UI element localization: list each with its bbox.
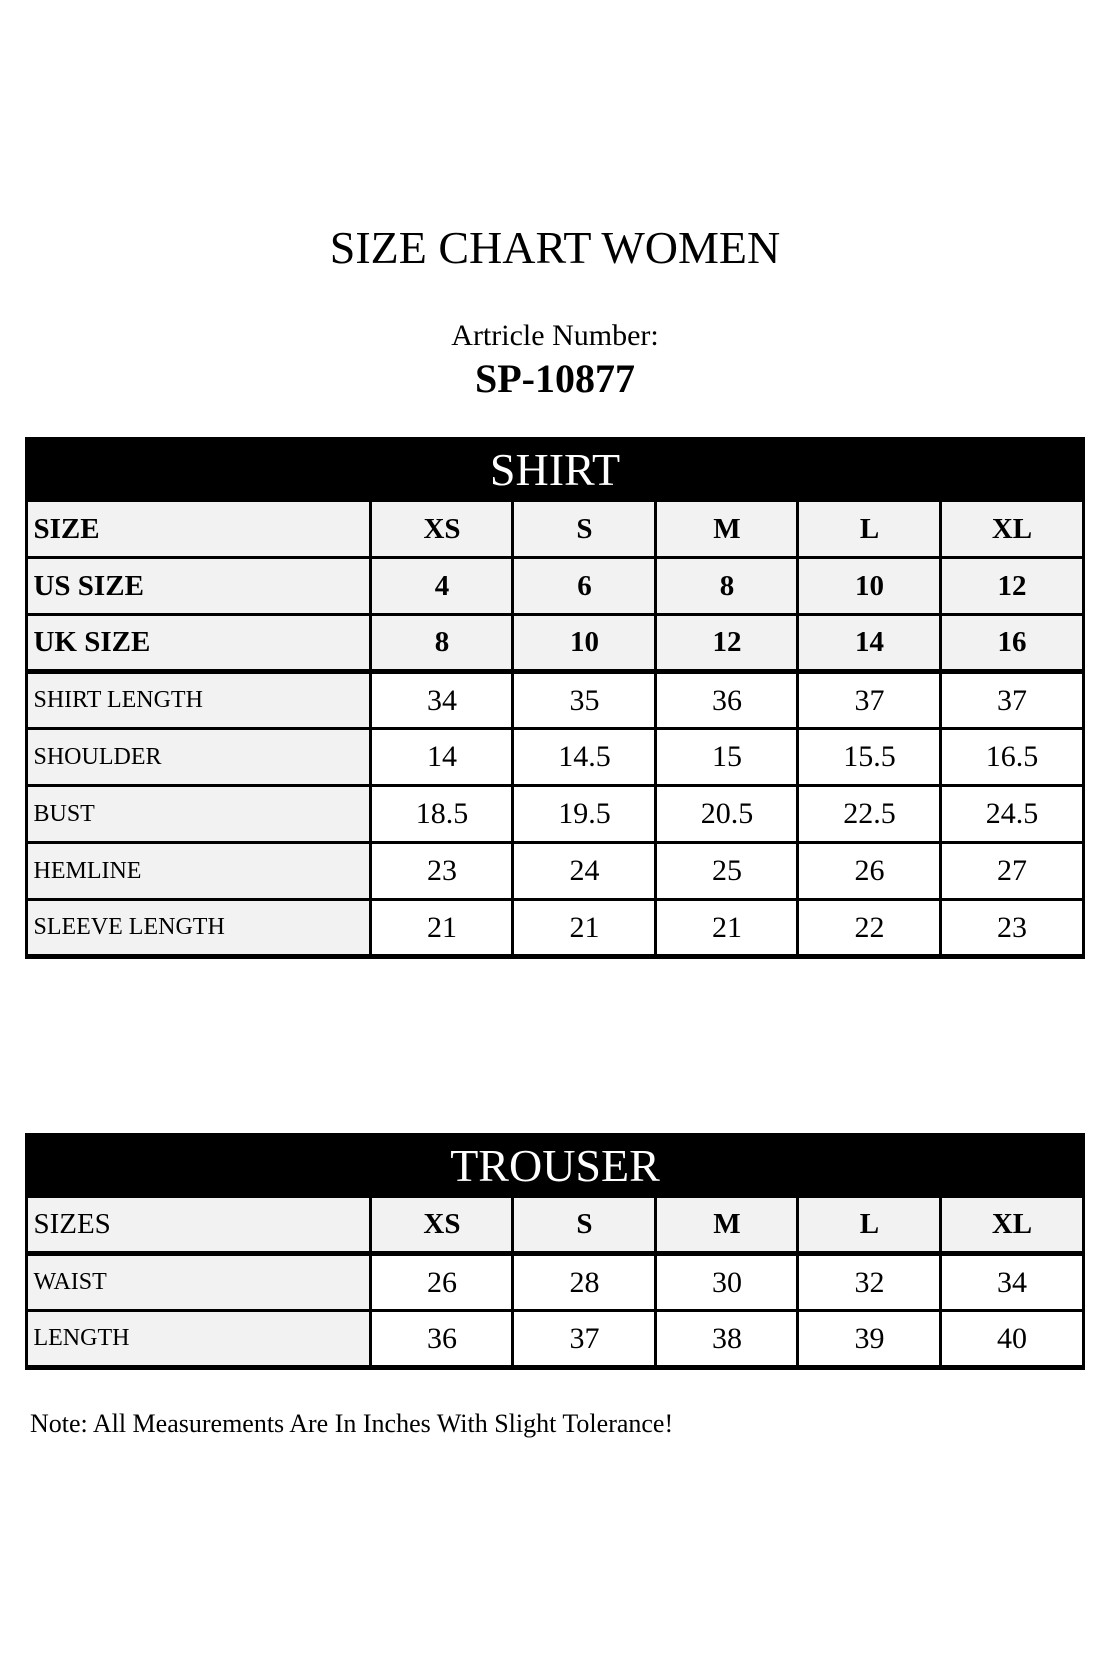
row-label: WAIST xyxy=(27,1254,371,1311)
measure-cell: 26 xyxy=(798,843,941,900)
size-cell: XL xyxy=(941,1197,1083,1254)
measure-cell: 21 xyxy=(371,900,513,957)
size-cell: 12 xyxy=(656,615,798,672)
row-label: SHIRT LENGTH xyxy=(27,672,371,729)
row-label: US SIZE xyxy=(27,558,371,615)
table-row-hemline xyxy=(27,843,1083,900)
size-cell: L xyxy=(798,501,941,558)
size-cell: 14 xyxy=(798,615,941,672)
table-row-waist xyxy=(27,1254,1083,1311)
size-cell: L xyxy=(798,1197,941,1254)
measure-cell: 28 xyxy=(513,1254,656,1311)
measure-cell: 22 xyxy=(798,900,941,957)
table-row-uk-size xyxy=(27,615,1083,672)
size-cell: S xyxy=(513,501,656,558)
shirt-table-title: SHIRT xyxy=(27,439,1083,501)
row-label: SIZES xyxy=(27,1197,371,1254)
measure-cell: 27 xyxy=(941,843,1083,900)
table-row-shoulder xyxy=(27,729,1083,786)
measure-cell: 16.5 xyxy=(941,729,1083,786)
article-number-value: SP-10877 xyxy=(475,356,635,401)
size-cell: M xyxy=(656,501,798,558)
measure-cell: 34 xyxy=(371,672,513,729)
table-row-sleeve-length xyxy=(27,900,1083,957)
measure-cell: 30 xyxy=(656,1254,798,1311)
measure-cell: 36 xyxy=(371,1311,513,1368)
trouser-table-title: TROUSER xyxy=(27,1135,1083,1197)
measure-cell: 15 xyxy=(656,729,798,786)
row-label: SIZE xyxy=(27,501,371,558)
measure-cell: 36 xyxy=(656,672,798,729)
measure-cell: 26 xyxy=(371,1254,513,1311)
measure-cell: 23 xyxy=(371,843,513,900)
size-cell: XS xyxy=(371,501,513,558)
shirt-size-table xyxy=(25,437,1084,959)
size-cell: M xyxy=(656,1197,798,1254)
measure-cell: 24.5 xyxy=(941,786,1083,843)
measure-cell: 25 xyxy=(656,843,798,900)
measure-cell: 37 xyxy=(798,672,941,729)
measure-cell: 23 xyxy=(941,900,1083,957)
measure-cell: 20.5 xyxy=(656,786,798,843)
size-cell: 12 xyxy=(941,558,1083,615)
measure-cell: 15.5 xyxy=(798,729,941,786)
measure-cell: 21 xyxy=(656,900,798,957)
size-cell: 16 xyxy=(941,615,1083,672)
row-label: BUST xyxy=(27,786,371,843)
article-number-label: Artricle Number: xyxy=(451,319,659,352)
measure-cell: 21 xyxy=(513,900,656,957)
measure-cell: 32 xyxy=(798,1254,941,1311)
size-cell: 10 xyxy=(798,558,941,615)
table-row-bust xyxy=(27,786,1083,843)
table-row-sizes xyxy=(27,1197,1083,1254)
table-row-size xyxy=(27,501,1083,558)
measure-cell: 34 xyxy=(941,1254,1083,1311)
size-cell: 4 xyxy=(371,558,513,615)
measure-cell: 37 xyxy=(941,672,1083,729)
size-cell: 6 xyxy=(513,558,656,615)
measure-cell: 22.5 xyxy=(798,786,941,843)
row-label: LENGTH xyxy=(27,1311,371,1368)
table-row-length xyxy=(27,1311,1083,1368)
measure-cell: 35 xyxy=(513,672,656,729)
measure-cell: 39 xyxy=(798,1311,941,1368)
measure-cell: 19.5 xyxy=(513,786,656,843)
table-row-shirt-length xyxy=(27,672,1083,729)
measurement-note: Note: All Measurements Are In Inches With Slight Tolerance! xyxy=(30,1409,674,1438)
trouser-table-banner xyxy=(27,1135,1083,1197)
row-label: SLEEVE LENGTH xyxy=(27,900,371,957)
measure-cell: 40 xyxy=(941,1311,1083,1368)
size-cell: XL xyxy=(941,501,1083,558)
table-row-us-size xyxy=(27,558,1083,615)
measure-cell: 37 xyxy=(513,1311,656,1368)
size-cell: S xyxy=(513,1197,656,1254)
measure-cell: 18.5 xyxy=(371,786,513,843)
measure-cell: 14.5 xyxy=(513,729,656,786)
row-label: SHOULDER xyxy=(27,729,371,786)
row-label: UK SIZE xyxy=(27,615,371,672)
size-cell: 8 xyxy=(656,558,798,615)
size-cell: 10 xyxy=(513,615,656,672)
measure-cell: 38 xyxy=(656,1311,798,1368)
page-title: SIZE CHART WOMEN xyxy=(329,222,781,273)
trouser-size-table xyxy=(25,1133,1084,1370)
shirt-table-banner xyxy=(27,439,1083,501)
measure-cell: 24 xyxy=(513,843,656,900)
size-cell: XS xyxy=(371,1197,513,1254)
size-cell: 8 xyxy=(371,615,513,672)
measure-cell: 14 xyxy=(371,729,513,786)
row-label: HEMLINE xyxy=(27,843,371,900)
